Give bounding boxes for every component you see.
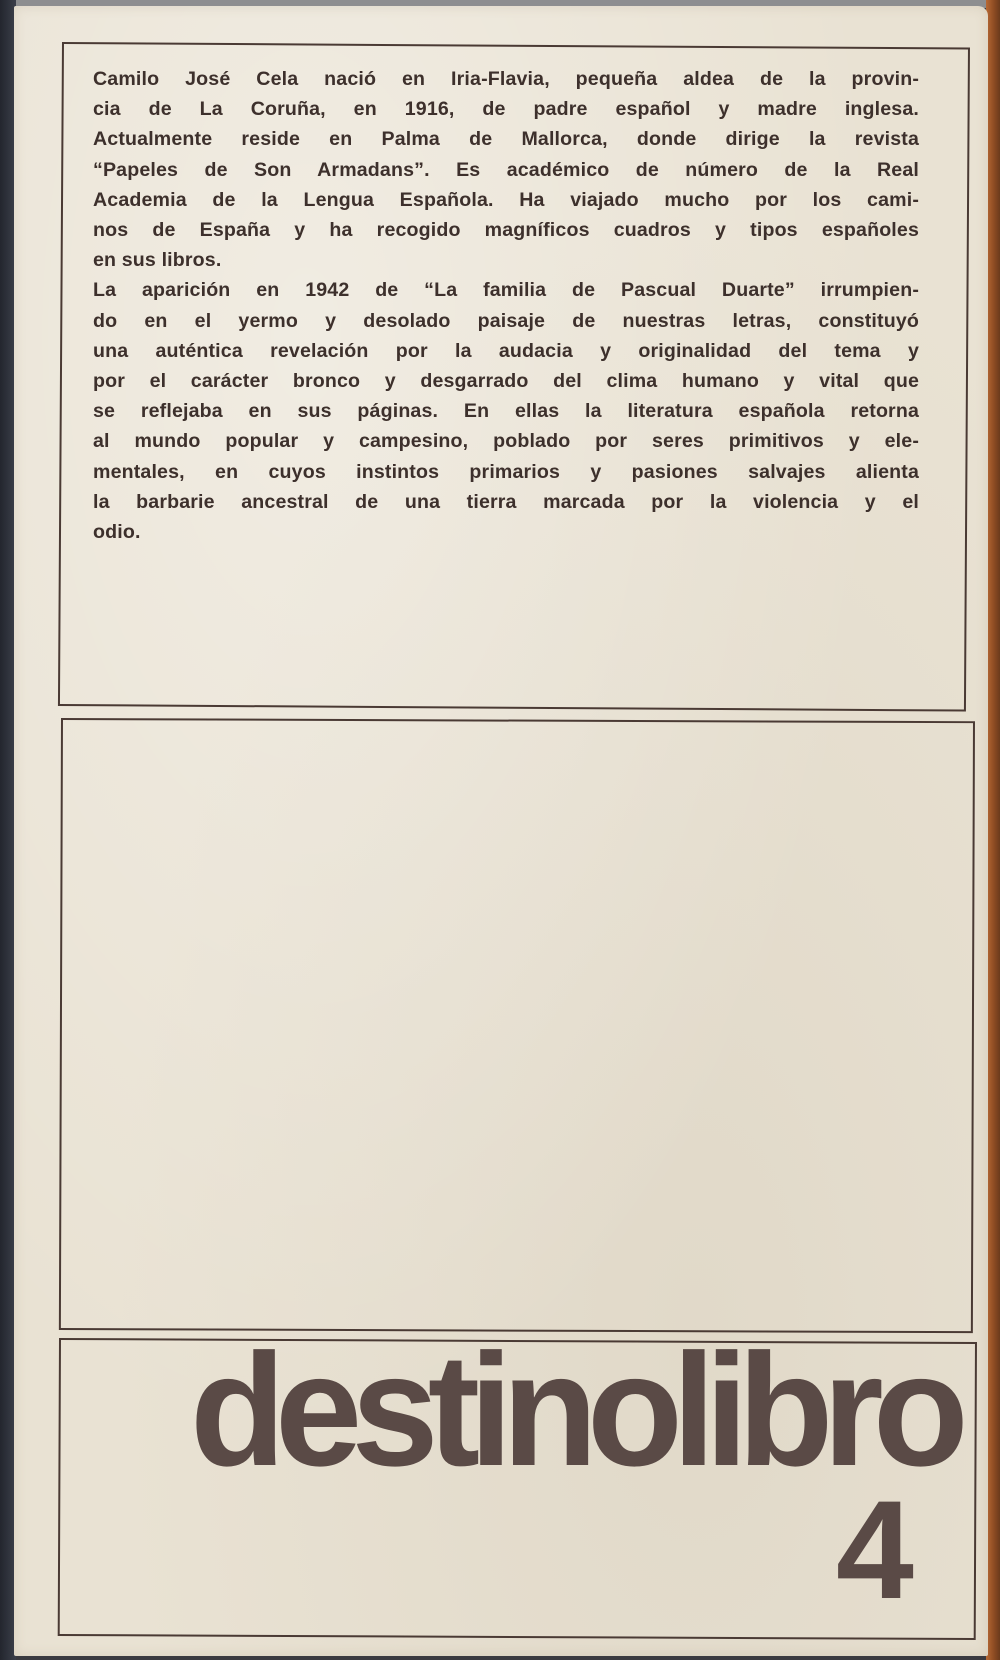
text-line: al mundo popular y campesino, poblado por seres primitivos y ele- xyxy=(93,430,919,453)
text-line: nos de España y ha recogido magníficos cuadros y tipos españoles xyxy=(93,219,919,242)
text-line: Actualmente reside en Palma de Mallorca, donde dirige la revista xyxy=(93,128,919,151)
text-line: odio. xyxy=(93,521,141,544)
background-right-book-spine xyxy=(986,0,1000,1660)
biography-paragraph-2 xyxy=(93,275,919,547)
text-line: La aparición en 1942 de “La familia de Pascual Duarte” irrumpien- xyxy=(93,279,919,302)
author-biography xyxy=(93,64,919,547)
text-line: do en el yermo y desolado paisaje de nuestras letras, constituyó xyxy=(93,309,919,332)
empty-frame xyxy=(59,718,975,1333)
text-line: Camilo José Cela nació en Iria-Flavia, pequeña aldea de la provin- xyxy=(93,68,919,90)
text-line: se reflejaba en sus páginas. En ellas la literatura española retorna xyxy=(93,400,919,423)
text-line: Academia de la Lengua Española. Ha viajado mucho por los cami- xyxy=(93,188,919,211)
text-line: mentales, en cuyos instintos primarios y pasiones salvajes alienta xyxy=(93,460,919,483)
text-line: “Papeles de Son Armadans”. Es académico de número de la Real xyxy=(93,158,919,181)
text-line: una auténtica revelación por la audacia y originalidad del tema y xyxy=(93,339,919,362)
text-line: en sus libros. xyxy=(93,249,222,272)
text-line: por el carácter bronco y desgarrado del clima humano y vital que xyxy=(93,370,919,393)
collection-logo: destinolibro xyxy=(190,1320,958,1499)
text-line: cia de La Coruña, en 1916, de padre español y madre inglesa. xyxy=(93,98,919,121)
text-line: la barbarie ancestral de una tierra marcada por la violencia y el xyxy=(93,490,919,513)
biography-paragraph-1 xyxy=(93,64,919,275)
series-number: 4 xyxy=(836,1471,914,1628)
